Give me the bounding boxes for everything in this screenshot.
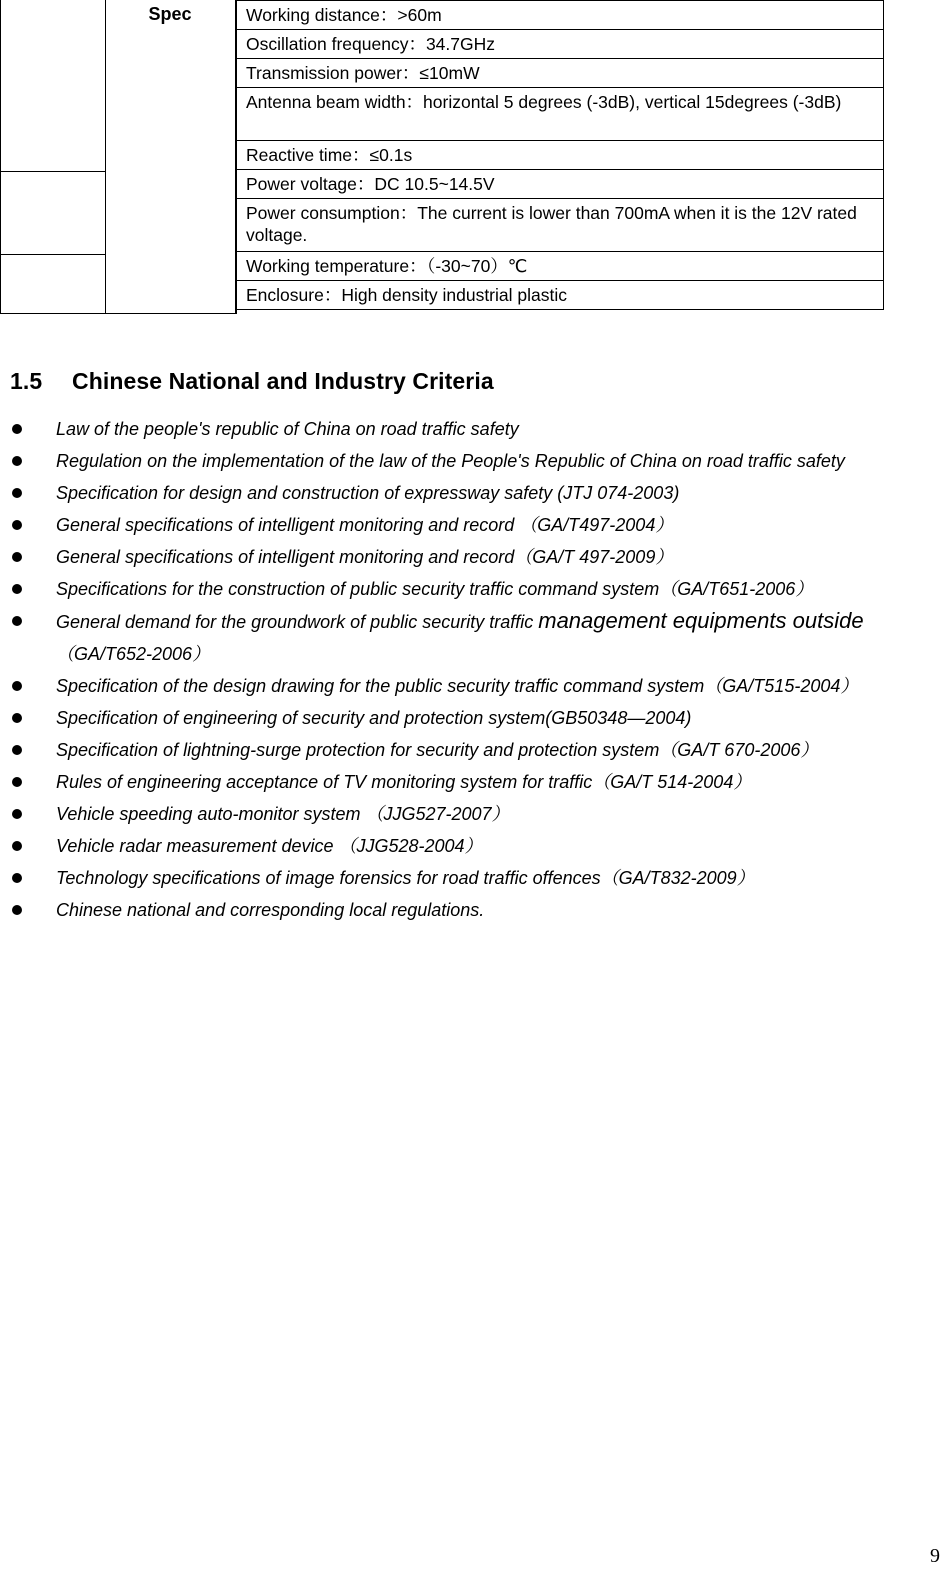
bullet-icon [12,681,22,691]
section-number: 1.5 [10,368,43,394]
list-item-text: Specifications for the construction of public security traffic command system（GA/T651-2006） [56,579,814,599]
spec-row-antenna-beam-width: Antenna beam width：horizontal 5 degrees (-3dB), vertical 15degrees (-3dB) [237,88,883,141]
spec-row-power-consumption: Power consumption：The current is lower than 700mA when it is the 12V rated voltage. [237,199,883,252]
spec-rows [237,0,884,310]
bullet-icon [12,777,22,787]
spec-label: Spec [148,4,192,24]
list-item-text: General specifications of intelligent monitoring and record （GA/T497-2004） [56,515,674,535]
bullet-icon [12,745,22,755]
list-item-text: Specification for design and construction of expressway safety (JTJ 074-2003) [56,483,680,503]
list-item-text-lead: General demand for the groundwork of public security traffic [56,612,539,632]
bullet-icon [12,520,22,530]
page-number: 9 [930,1545,940,1567]
list-item [0,509,952,541]
bullet-icon [12,488,22,498]
section-heading [10,368,494,395]
list-item-text: Specification of engineering of security and protection system(GB50348—2004) [56,708,692,728]
list-item [0,573,952,605]
bullet-icon [12,424,22,434]
spec-row-reactive-time: Reactive time：≤0.1s [237,141,883,170]
list-item-text-tail: （GA/T652-2006） [56,644,211,664]
list-item [0,477,952,509]
list-item [0,894,952,926]
spec-row-oscillation-frequency: Oscillation frequency：34.7GHz [237,30,883,59]
list-item [0,862,952,894]
bullet-icon [12,552,22,562]
bullet-icon [12,905,22,915]
spec-row-working-temperature: Working temperature：（-30~70）℃ [237,252,883,281]
list-item [0,702,952,734]
table-rule [1,171,105,172]
list-item [0,541,952,573]
list-item [0,798,952,830]
bullet-icon [12,456,22,466]
list-item [0,605,952,670]
table-rule [1,254,105,255]
spec-label-cell [105,0,237,314]
section-title: Chinese National and Industry Criteria [72,368,494,394]
list-item [0,766,952,798]
spec-table-left-column [0,0,106,314]
list-item-text: Rules of engineering acceptance of TV monitoring system for traffic（GA/T 514-2004） [56,772,752,792]
list-item [0,670,952,702]
list-item-text: Specification of lightning-surge protection for security and protection system（GA/T 670-2006） [56,740,819,760]
criteria-list [0,413,952,926]
list-item-text: Technology specifications of image forensics for road traffic offences（GA/T832-2009） [56,868,755,888]
list-item [0,734,952,766]
list-item-text: Chinese national and corresponding local regulations. [56,900,485,920]
list-item-text: Specification of the design drawing for the public security traffic command system（GA/T515-2004） [56,676,859,696]
bullet-icon [12,841,22,851]
list-item [0,445,952,477]
list-item-text: General specifications of intelligent monitoring and record（GA/T 497-2009） [56,547,674,567]
list-item-text: Vehicle speeding auto-monitor system （JJG527-2007） [56,804,510,824]
spec-row-transmission-power: Transmission power：≤10mW [237,59,883,88]
bullet-icon [12,713,22,723]
list-item [0,413,952,445]
bullet-icon [12,616,22,626]
list-item-text: Regulation on the implementation of the law of the People's Republic of China on road traffic safety [56,451,845,471]
list-item-text: Law of the people's republic of China on road traffic safety [56,419,519,439]
spec-row-working-distance: Working distance：>60m [237,1,883,30]
bullet-icon [12,809,22,819]
bullet-icon [12,584,22,594]
spec-table [0,0,884,315]
list-item-text: Vehicle radar measurement device （JJG528-2004） [56,836,483,856]
list-item-text-emphasis: management equipments outside [538,608,864,633]
spec-row-enclosure: Enclosure：High density industrial plastic [237,281,883,310]
spec-row-power-voltage: Power voltage：DC 10.5~14.5V [237,170,883,199]
list-item [0,830,952,862]
bullet-icon [12,873,22,883]
